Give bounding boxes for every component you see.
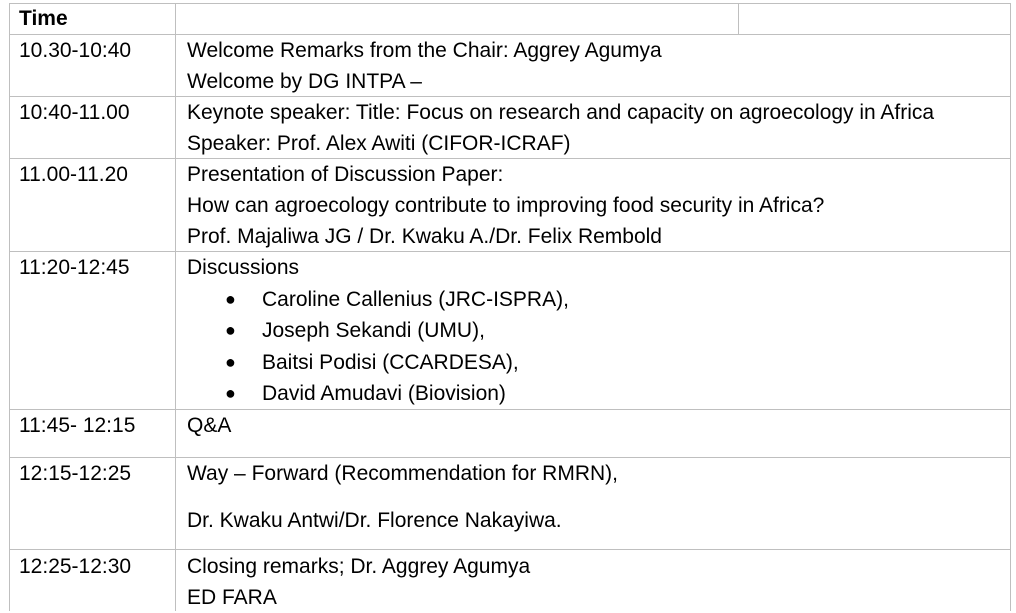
- row-text: Welcome Remarks from the Chair: Aggrey Agumya: [187, 39, 662, 62]
- list-item: Caroline Callenius (JRC-ISPRA),: [262, 288, 569, 311]
- list-item: Joseph Sekandi (UMU),: [262, 319, 485, 342]
- row-divider: [9, 549, 1011, 550]
- table-border-top: [9, 3, 1011, 4]
- bullet-icon: ●: [225, 352, 236, 372]
- header-column-divider: [738, 3, 739, 34]
- row-time: 10.30-10:40: [19, 39, 132, 62]
- row-time: 12:25-12:30: [19, 555, 132, 578]
- column-divider: [175, 3, 176, 611]
- bullet-icon: ●: [225, 289, 236, 309]
- row-text: Presentation of Discussion Paper:: [187, 163, 504, 186]
- row-time: 11.00-11.20: [19, 163, 128, 186]
- row-divider: [9, 409, 1011, 410]
- list-item: Baitsi Podisi (CCARDESA),: [262, 351, 519, 374]
- header-time-label: Time: [19, 7, 68, 30]
- table-border-right: [1010, 3, 1011, 611]
- row-text: Keynote speaker: Title: Focus on research and capacity on agroecology in Africa: [187, 101, 935, 124]
- row-text: Q&A: [187, 414, 232, 437]
- row-time: 11:45- 12:15: [19, 414, 136, 437]
- row-text: How can agroecology contribute to improving food security in Africa?: [187, 194, 825, 217]
- row-time: 11:20-12:45: [19, 256, 130, 279]
- row-text: Dr. Kwaku Antwi/Dr. Florence Nakayiwa.: [187, 509, 562, 532]
- row-time: 10:40-11.00: [19, 101, 130, 124]
- row-text: Prof. Majaliwa JG / Dr. Kwaku A./Dr. Felix Rembold: [187, 225, 662, 248]
- row-text: Welcome by DG INTPA –: [187, 70, 422, 93]
- bullet-icon: ●: [225, 383, 236, 403]
- row-text: Discussions: [187, 256, 300, 279]
- row-time: 12:15-12:25: [19, 462, 132, 485]
- row-text: Speaker: Prof. Alex Awiti (CIFOR-ICRAF): [187, 132, 571, 155]
- row-text: ED FARA: [187, 586, 277, 609]
- list-item: David Amudavi (Biovision): [262, 382, 506, 405]
- row-text: Way – Forward (Recommendation for RMRN),: [187, 462, 618, 485]
- row-text: Closing remarks; Dr. Aggrey Agumya: [187, 555, 531, 578]
- table-border-left: [9, 3, 10, 611]
- bullet-icon: ●: [225, 320, 236, 340]
